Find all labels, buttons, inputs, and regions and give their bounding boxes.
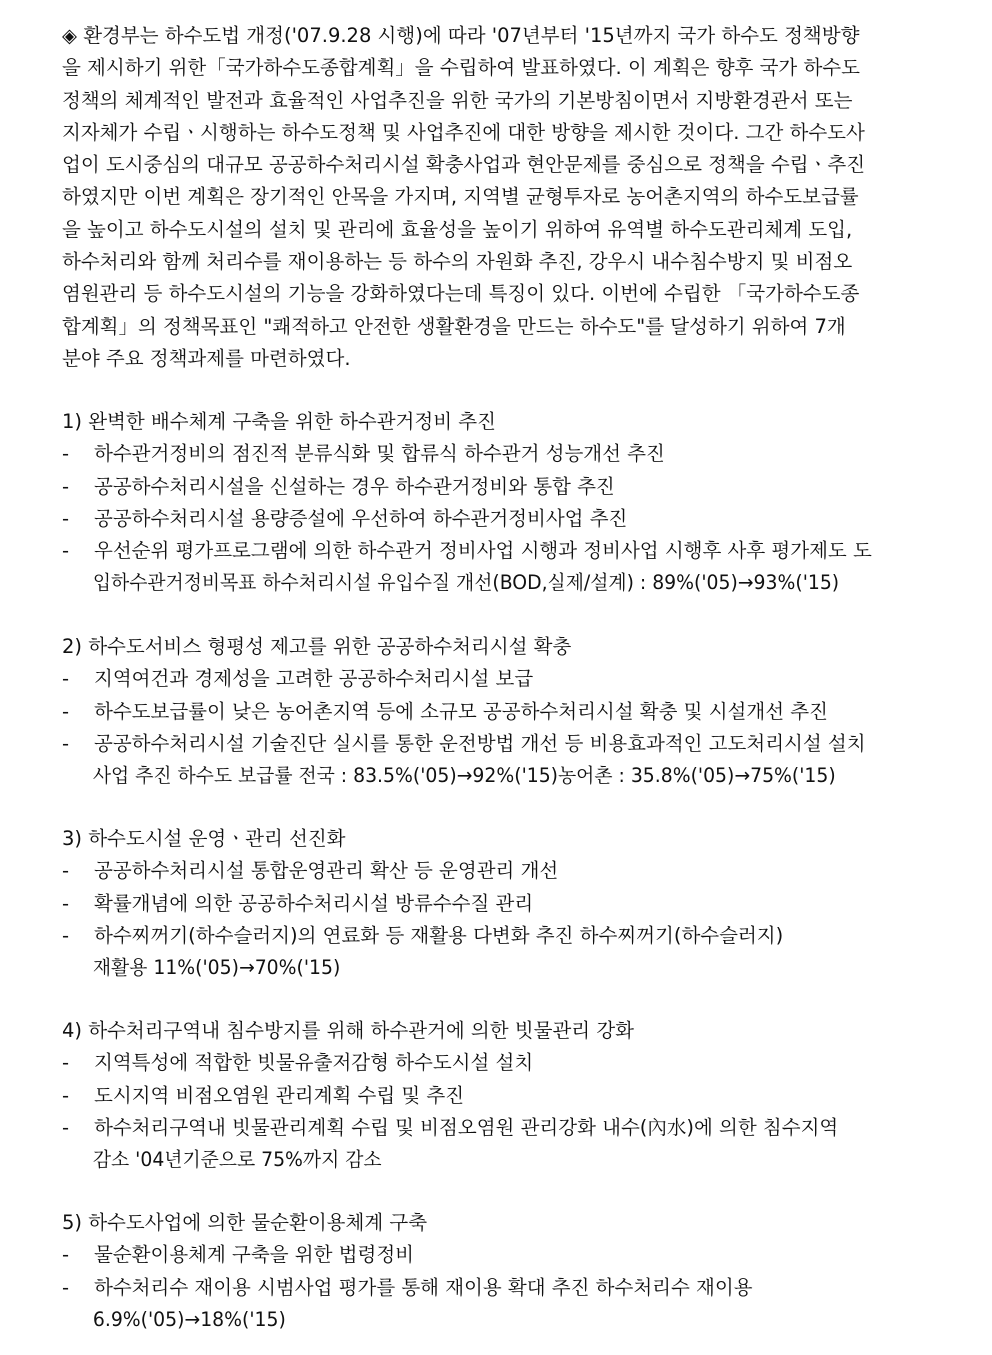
intro-line: 지자체가 수립ㆍ시행하는 하수도정책 및 사업추진에 대한 방향을 제시한 것이다. 그간 하수도사: [62, 120, 865, 144]
list-item-continuation: 감소 '04년기준으로 75%까지 감소: [92, 1148, 382, 1172]
bullet-dash: -: [62, 442, 70, 466]
bullet-dash: -: [62, 731, 70, 755]
list-item: [62, 663, 967, 695]
bullet-dash: -: [62, 667, 70, 691]
bullet-dash: -: [62, 1083, 70, 1107]
list-item-text: 공공하수처리시설 용량증설에 우선하여 하수관거정비사업 추진: [94, 506, 628, 530]
list-item-text: 하수찌꺼기(하수슬러지)의 연료화 등 재활용 다변화 추진 하수찌꺼기(하수슬러지): [94, 923, 784, 947]
list-item: [62, 438, 967, 470]
list-item-continuation: 재활용 11%('05)→70%('15): [92, 956, 341, 980]
bullet-dash: -: [62, 474, 70, 498]
list-item-continuation: 입하수관거정비목표 하수처리시설 유입수질 개선(BOD,실제/설계) : 89%('05)→93%('15): [92, 571, 840, 595]
list-item: [62, 696, 967, 728]
list-item: [62, 1112, 967, 1144]
section-3: [62, 823, 967, 984]
section-heading: 2) 하수도서비스 형평성 제고를 위한 공공하수처리시설 확충: [62, 635, 572, 658]
intro-line: 분야 주요 정책과제를 마련하였다.: [62, 346, 351, 370]
list-item-text: 도시지역 비점오염원 관리계획 수립 및 추진: [94, 1083, 465, 1107]
list-item: [62, 888, 967, 920]
intro-line: 업이 도시중심의 대규모 공공하수처리시설 확충사업과 현안문제를 중심으로 정책을 수립ㆍ추진: [62, 153, 866, 177]
intro-line: 을 제시하기 위한「국가하수도종합계획」을 수립하여 발표하였다. 이 계획은 향후 국가 하수도: [62, 56, 860, 80]
list-item-text: 지역여건과 경제성을 고려한 공공하수처리시설 보급: [94, 667, 534, 691]
list-item-text: 하수처리수 재이용 시범사업 평가를 통해 재이용 확대 추진 하수처리수 재이용: [94, 1275, 753, 1299]
intro-line: 염원관리 등 하수도시설의 기능을 강화하였다는데 특징이 있다. 이번에 수립한 「국가하수도종: [62, 282, 860, 306]
list-item-text: 하수도보급률이 낮은 농어촌지역 등에 소규모 공공하수처리시설 확충 및 시설개선 추진: [94, 699, 828, 723]
list-item: [62, 1047, 967, 1079]
list-item-text: 확률개념에 의한 공공하수처리시설 방류수수질 관리: [94, 891, 534, 915]
list-item: [62, 1272, 967, 1304]
intro-line: 하였지만 이번 계획은 장기적인 안목을 가지며, 지역별 균형투자로 농어촌지역의 하수도보급률: [62, 185, 859, 209]
list-item-text: 하수관거정비의 점진적 분류식화 및 합류식 하수관거 성능개선 추진: [94, 442, 665, 466]
intro-line: ◈ 환경부는 하수도법 개정('07.9.28 시행)에 따라 '07년부터 '15년까지 국가 하수도 정책방향: [62, 24, 860, 47]
section-heading: 4) 하수처리구역내 침수방지를 위해 하수관거에 의한 빗물관리 강화: [62, 1019, 635, 1042]
section-5: [62, 1207, 967, 1336]
bullet-dash: -: [62, 859, 70, 883]
list-item: [62, 728, 967, 760]
bullet-dash: -: [62, 699, 70, 723]
section-1: [62, 406, 967, 600]
list-item-text: 공공하수처리시설 통합운영관리 확산 등 운영관리 개선: [94, 859, 559, 883]
bullet-dash: -: [62, 506, 70, 530]
list-item-continuation: 사업 추진 하수도 보급률 전국 : 83.5%('05)→92%('15)농어촌 : 35.8%('05)→75%('15): [92, 764, 836, 788]
intro-paragraph: [62, 20, 967, 375]
list-item-text: 우선순위 평가프로그램에 의한 하수관거 정비사업 시행과 정비사업 시행후 사후 평가제도 도: [94, 539, 872, 563]
bullet-dash: -: [62, 923, 70, 947]
list-item: [62, 1080, 967, 1112]
section-4: [62, 1015, 967, 1176]
section-2: [62, 631, 967, 792]
list-item-text: 지역특성에 적합한 빗물유출저감형 하수도시설 설치: [94, 1051, 534, 1075]
list-item: [62, 1239, 967, 1271]
bullet-dash: -: [62, 1115, 70, 1139]
intro-line: 합계획」의 정책목표인 "쾌적하고 안전한 생활환경을 만드는 하수도"를 달성하기 위하여 7개: [62, 314, 846, 338]
list-item: [62, 920, 967, 952]
intro-line: 정책의 체계적인 발전과 효율적인 사업추진을 위한 국가의 기본방침이면서 지방환경관서 또는: [62, 88, 853, 112]
list-item: [62, 471, 967, 503]
list-item: [62, 535, 967, 567]
list-item-text: 하수처리구역내 빗물관리계획 수립 및 비점오염원 관리강화 내수(內水)에 의한 침수지역: [94, 1115, 839, 1139]
bullet-dash: -: [62, 1051, 70, 1075]
bullet-dash: -: [62, 891, 70, 915]
section-heading: 5) 하수도사업에 의한 물순환이용체계 구축: [62, 1211, 428, 1234]
list-item-continuation: 6.9%('05)→18%('15): [92, 1307, 286, 1331]
section-heading: 3) 하수도시설 운영ㆍ관리 선진화: [62, 827, 346, 850]
bullet-dash: -: [62, 1243, 70, 1267]
section-heading: 1) 완벽한 배수체계 구축을 위한 하수관거정비 추진: [62, 410, 496, 433]
intro-line: 하수처리와 함께 처리수를 재이용하는 등 하수의 자원화 추진, 강우시 내수침수방지 및 비점오: [62, 250, 853, 274]
list-item: [62, 855, 967, 887]
list-item-text: 공공하수처리시설 기술진단 실시를 통한 운전방법 개선 등 비용효과적인 고도처리시설 설치: [94, 731, 866, 755]
list-item-text: 공공하수처리시설을 신설하는 경우 하수관거정비와 통합 추진: [94, 474, 615, 498]
intro-line: 을 높이고 하수도시설의 설치 및 관리에 효율성을 높이기 위하여 유역별 하수도관리체계 도입,: [62, 217, 853, 241]
list-item: [62, 503, 967, 535]
bullet-dash: -: [62, 1275, 70, 1299]
list-item-text: 물순환이용체계 구축을 위한 법령정비: [94, 1243, 414, 1267]
bullet-dash: -: [62, 539, 70, 563]
